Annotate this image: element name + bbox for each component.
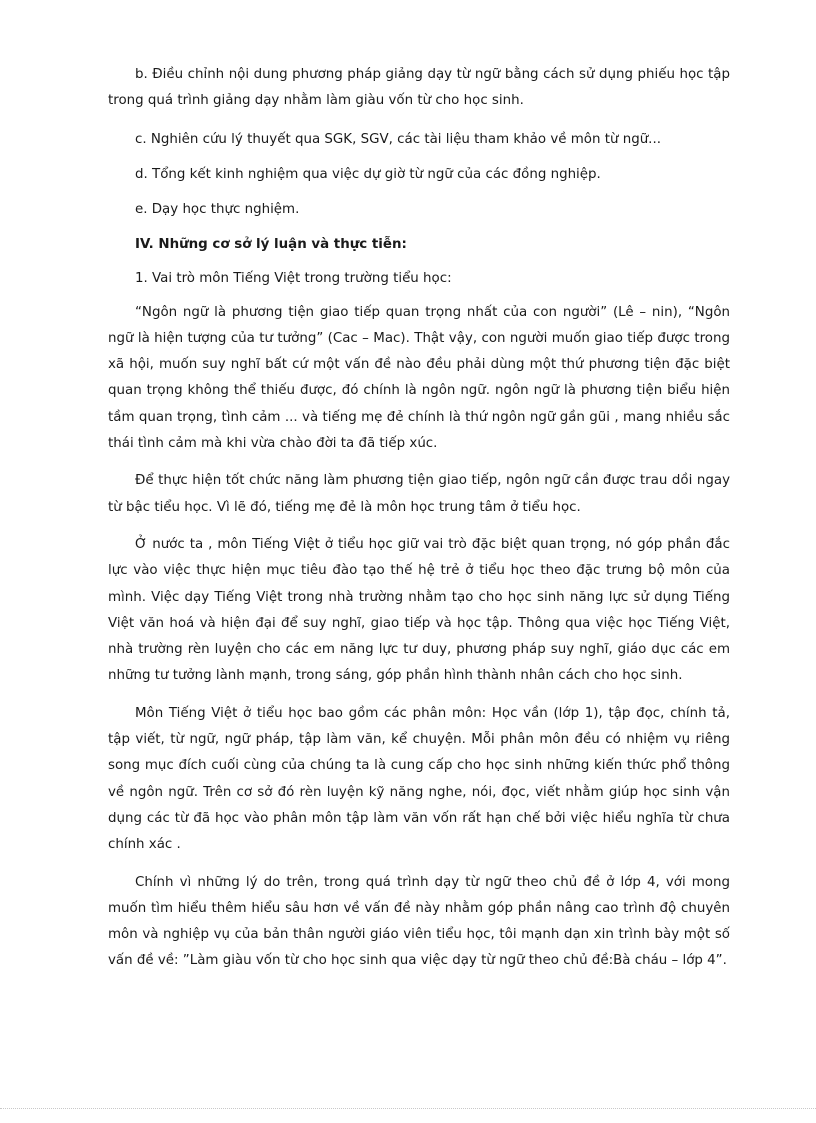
subheading: 1. Vai trò môn Tiếng Việt trong trường tiểu học:	[135, 270, 452, 286]
paragraph-4: Môn Tiếng Việt ở tiểu học bao gồm các phân môn: Học vần (lớp 1), tập đọc, chính tả, tập viết, từ ngữ, ngữ pháp, tập làm văn, kể chuyện. Mỗi phân môn đều có nhiệm vụ riêng song mục đích cuối cùng của chúng ta là cung cấp cho học sinh những kiến thức phổ thông về ngôn ngữ. Trên cơ sở đó rèn luyện kỹ năng nghe, nói, đọc, viết nhằm giúp học sinh vận dụng các từ đã học vào phân môn tập làm văn vốn rất hạn chế bởi việc hiểu nghĩa từ chưa chính xác .	[108, 705, 730, 853]
section-heading: IV. Những cơ sở lý luận và thực tiễn:	[135, 236, 407, 252]
list-item-e: e. Dạy học thực nghiệm.	[135, 201, 300, 217]
list-item-c: c. Nghiên cứu lý thuyết qua SGK, SGV, các tài liệu tham khảo về môn từ ngữ...	[135, 131, 661, 147]
paragraph-3: Ở nước ta , môn Tiếng Việt ở tiểu học giữ vai trò đặc biệt quan trọng, nó góp phần đắc lực vào việc thực hiện mục tiêu đào tạo thế hệ trẻ ở tiểu học theo đặc trưng bộ môn của mình. Việc dạy Tiếng Việt trong nhà trường nhằm tạo cho học sinh năng lực sử dụng Tiếng Việt văn hoá và hiện đại để suy nghĩ, giao tiếp và học tập. Thông qua việc học Tiếng Việt, nhà trường rèn luyện cho các em năng lực tư duy, phương pháp suy nghĩ, giáo dục các em những tư tưởng lành mạnh, trong sáng, góp phần hình thành nhân cách cho học sinh.	[108, 536, 730, 684]
list-item-b: b. Điều chỉnh nội dung phương pháp giảng dạy từ ngữ bằng cách sử dụng phiếu học tập trong quá trình giảng dạy nhằm làm giàu vốn từ cho học sinh.	[108, 67, 730, 109]
paragraph-5: Chính vì những lý do trên, trong quá trình dạy từ ngữ theo chủ đề ở lớp 4, với mong muốn tìm hiểu thêm hiểu sâu hơn về vấn đề này nhằm góp phần nâng cao trình độ chuyên môn và nghiệp vụ của bản thân người giáo viên tiểu học, tôi mạnh dạn xin trình bày một số vấn đề về: ”Làm giàu vốn từ cho học sinh qua việc dạy từ ngữ theo chủ đề:Bà cháu – lớp 4”.	[108, 874, 730, 969]
paragraph-2: Để thực hiện tốt chức năng làm phương tiện giao tiếp, ngôn ngữ cần được trau dồi ngay từ bậc tiểu học. Vì lẽ đó, tiếng mẹ đẻ là môn học trung tâm ở tiểu học.	[108, 473, 730, 515]
list-item-d: d. Tổng kết kinh nghiệm qua việc dự giờ từ ngữ của các đồng nghiệp.	[135, 166, 601, 182]
page-bottom-divider	[0, 1108, 816, 1109]
document-body	[108, 62, 730, 986]
paragraph-1: “Ngôn ngữ là phương tiện giao tiếp quan trọng nhất của con người” (Lê – nin), “Ngôn ngữ là hiện tượng của tư tưởng” (Cac – Mac). Thật vậy, con người muốn giao tiếp được trong xã hội, muốn suy nghĩ bất cứ một vấn đề nào đều phải dùng một thứ phương tiện đặc biệt quan trọng không thể thiếu được, đó chính là ngôn ngữ. ngôn ngữ là phương tiện biểu hiện tầm quan trọng, tình cảm ... và tiếng mẹ đẻ chính là thứ ngôn ngữ gần gũi , mang nhiều sắc thái tình cảm mà khi vừa chào đời ta đã tiếp xúc.	[108, 304, 730, 452]
